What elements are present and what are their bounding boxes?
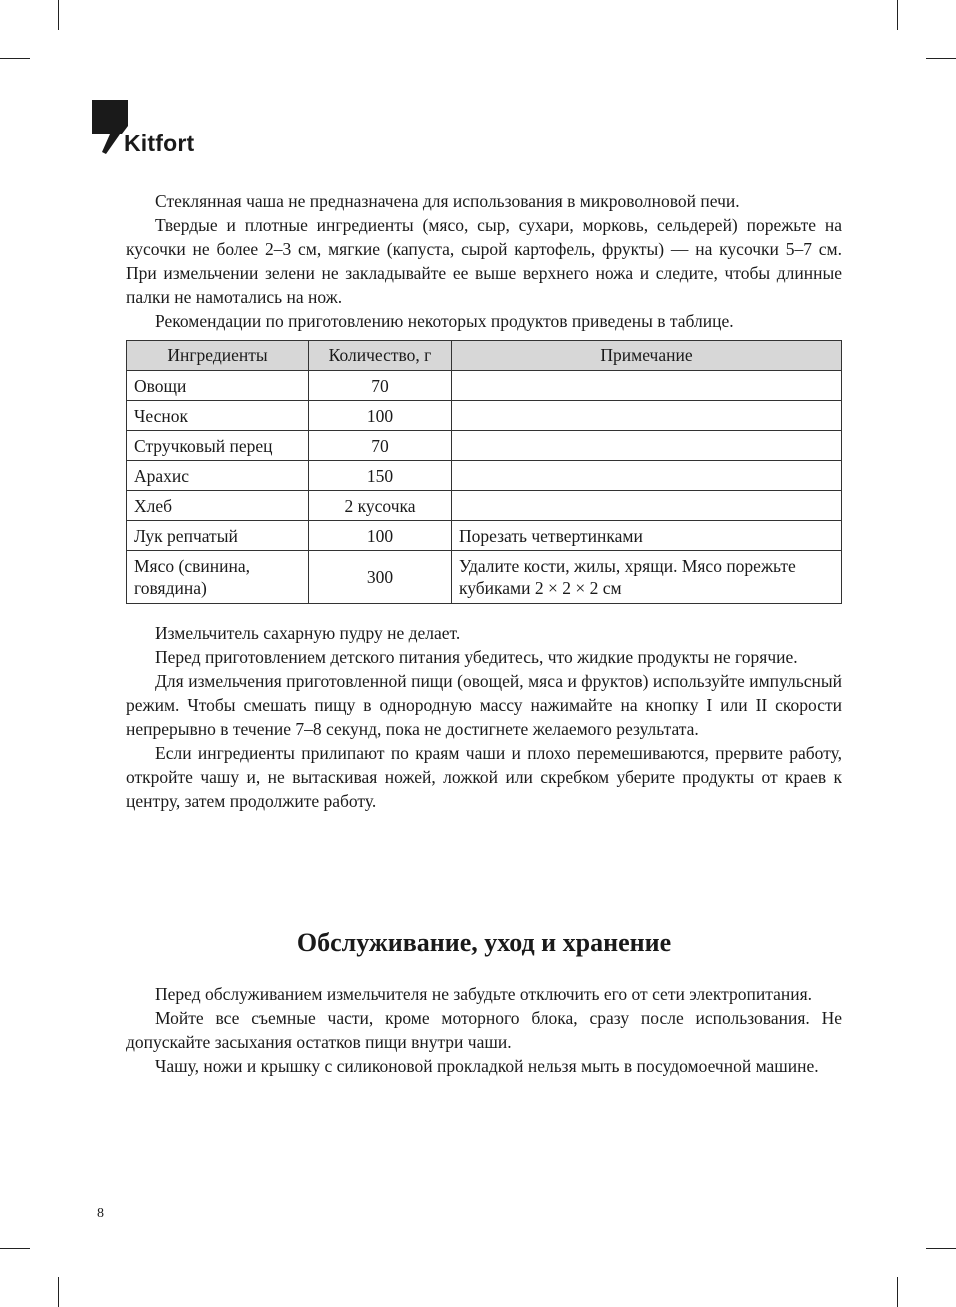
note-cell bbox=[452, 371, 842, 401]
table-row bbox=[127, 491, 842, 521]
care-text bbox=[126, 982, 842, 1078]
table-row bbox=[127, 431, 842, 461]
brand-name: Kitfort bbox=[124, 130, 195, 156]
usage-text bbox=[126, 621, 842, 813]
paragraph: Чашу, ножи и крышку с силиконовой прокладкой нельзя мыть в посудомоечной машине. bbox=[155, 1056, 819, 1076]
paragraph: Стеклянная чаша не предназначена для использования в микроволновой печи. bbox=[155, 191, 740, 211]
amount-cell: 70 bbox=[309, 371, 452, 401]
crop-mark bbox=[58, 1277, 59, 1307]
column-header: Ингредиенты bbox=[127, 341, 309, 371]
amount-cell: 70 bbox=[309, 431, 452, 461]
ingredient-cell: Мясо (свинина, говядина) bbox=[127, 551, 309, 604]
ingredient-cell: Арахис bbox=[127, 461, 309, 491]
table-header-row bbox=[127, 341, 842, 371]
crop-mark bbox=[926, 58, 956, 59]
recipe-table bbox=[126, 340, 842, 604]
table-row bbox=[127, 551, 842, 604]
note-cell: Удалите кости, жилы, хрящи. Мясо порежьте кубиками 2 × 2 × 2 см bbox=[452, 551, 842, 604]
crop-mark bbox=[897, 0, 898, 30]
section-heading: Обслуживание, уход и хранение bbox=[296, 928, 672, 957]
column-header: Количество, г bbox=[309, 341, 452, 371]
ingredient-cell: Стручковый перец bbox=[127, 431, 309, 461]
note-cell bbox=[452, 491, 842, 521]
crop-mark bbox=[926, 1248, 956, 1249]
crop-mark bbox=[0, 58, 30, 59]
table-row bbox=[127, 521, 842, 551]
amount-cell: 150 bbox=[309, 461, 452, 491]
amount-cell: 100 bbox=[309, 401, 452, 431]
note-cell bbox=[452, 461, 842, 491]
ingredient-cell: Чеснок bbox=[127, 401, 309, 431]
column-header: Примечание bbox=[452, 341, 842, 371]
paragraph: Измельчитель сахарную пудру не делает. bbox=[155, 623, 461, 643]
table-row bbox=[127, 401, 842, 431]
paragraph: Перед приготовлением детского питания убедитесь, что жидкие продукты не горячие. bbox=[155, 647, 798, 667]
paragraph: Мойте все съемные части, кроме моторного блока, сразу после использования. Не допускайте засыхания остатков пищи внутри чаши. bbox=[126, 1008, 842, 1052]
paragraph: Для измельчения приготовленной пищи (овощей, мяса и фруктов) используйте импульсный режим. Чтобы смешать пищу в однородную массу нажимайте на кнопку I или II скорости непрерывно в течение 7–8 секунд, пока не достигнете желаемого результата. bbox=[126, 671, 842, 739]
paragraph: Перед обслуживанием измельчителя не забудьте отключить его от сети электропитания. bbox=[155, 984, 813, 1004]
paragraph: Если ингредиенты прилипают по краям чаши и плохо перемешиваются, прервите работу, откройте чашу и, не вытаскивая ножей, ложкой или скребком уберите продукты от краев к центру, затем продолжите работу. bbox=[126, 743, 842, 811]
note-cell bbox=[452, 401, 842, 431]
note-cell: Порезать четвертинками bbox=[452, 521, 842, 551]
crop-mark bbox=[0, 1248, 30, 1249]
page-number: 8 bbox=[97, 1206, 104, 1221]
paragraph: Рекомендации по приготовлению некоторых продуктов приведены в таблице. bbox=[155, 311, 734, 331]
amount-cell: 2 кусочка bbox=[309, 491, 452, 521]
table-row bbox=[127, 461, 842, 491]
ingredient-cell: Хлеб bbox=[127, 491, 309, 521]
crop-mark bbox=[897, 1277, 898, 1307]
crop-mark bbox=[58, 0, 59, 30]
ingredient-cell: Овощи bbox=[127, 371, 309, 401]
paragraph: Твердые и плотные ингредиенты (мясо, сыр, сухари, морковь, сельдерей) порежьте на кусочки не более 2–3 см, мягкие (капуста, сырой картофель, фрукты) — на кусочки 5–7 см. При измельчении зелени не закладывайте ее выше верхнего ножа и следите, чтобы длинные палки не намотались на нож. bbox=[126, 215, 842, 307]
amount-cell: 100 bbox=[309, 521, 452, 551]
note-cell bbox=[452, 431, 842, 461]
ingredient-cell: Лук репчатый bbox=[127, 521, 309, 551]
intro-text bbox=[126, 189, 842, 333]
table-row bbox=[127, 371, 842, 401]
amount-cell: 300 bbox=[309, 551, 452, 604]
